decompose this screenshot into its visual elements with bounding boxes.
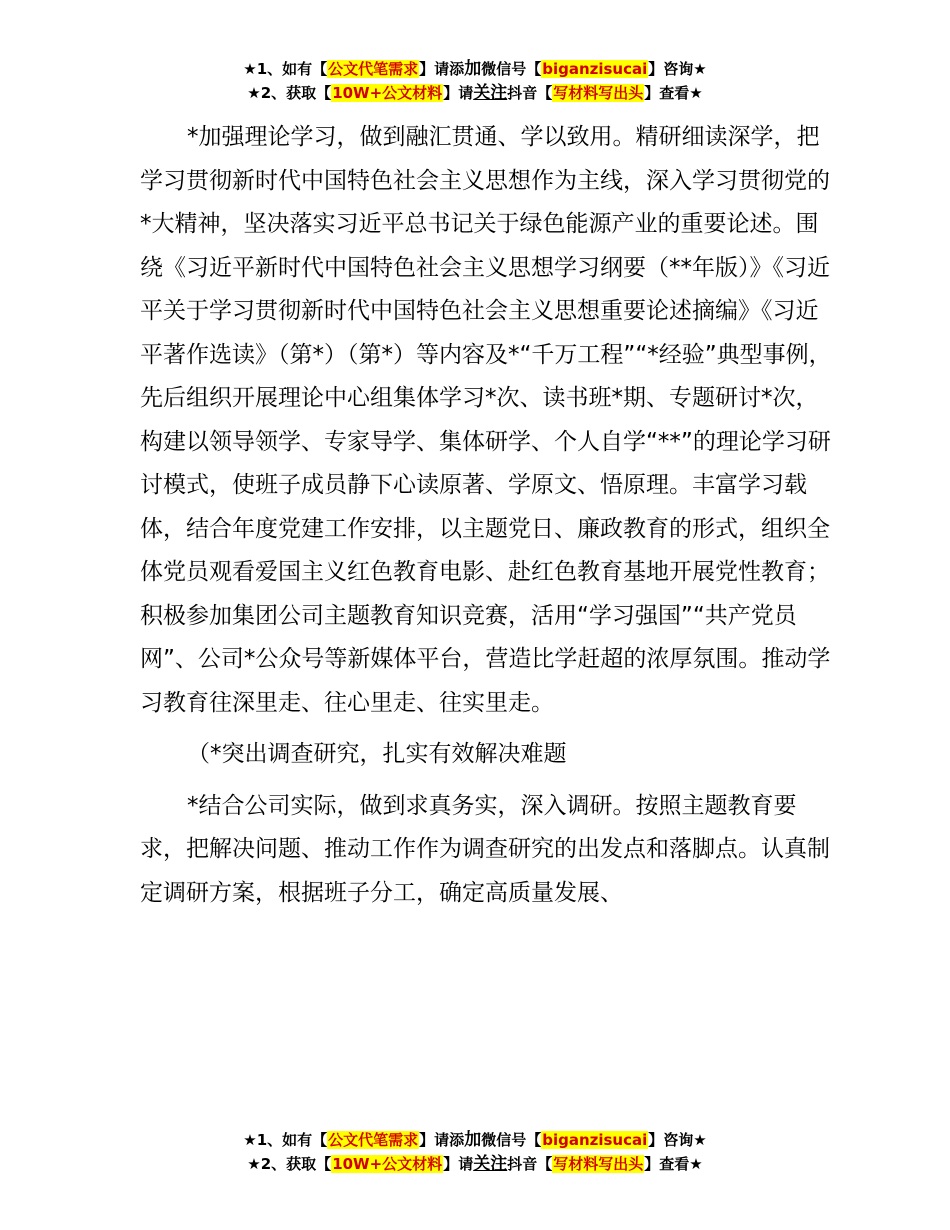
footer-line1-suffix: 】咨询★ xyxy=(648,1131,707,1149)
footer-line1-middle-c: 微信号【 xyxy=(481,1131,542,1149)
banner-line2-middle-a: 】请 xyxy=(443,84,474,102)
banner-line2-highlight-materials: 10W+公文材料 xyxy=(332,84,443,102)
banner-line1-prefix: ★1、如有【 xyxy=(243,60,328,78)
footer-line2-highlight-materials: 10W+公文材料 xyxy=(332,1155,443,1173)
footer-line-1 xyxy=(0,1128,950,1152)
footer-banner xyxy=(0,1128,950,1176)
banner-line1-suffix: 】咨询★ xyxy=(648,60,707,78)
section-heading-research: （*突出调查研究，扎实有效解决难题 xyxy=(187,741,567,767)
banner-line2-suffix: 】查看★ xyxy=(644,84,703,102)
footer-line1-middle-a: 】请添 xyxy=(419,1131,465,1149)
footer-line2-highlight-douyin: 写材料写出头 xyxy=(553,1155,644,1173)
banner-line2-middle-b: 关注 xyxy=(473,83,508,103)
footer-line2-suffix: 】查看★ xyxy=(644,1155,703,1173)
footer-line2-middle-b: 关注 xyxy=(473,1154,508,1174)
footer-line1-highlight-wechat: biganzisucai xyxy=(542,1131,648,1149)
paragraph-research: *结合公司实际，做到求真务实，深入调研。按照主题教育要求，把解决问题、推动工作作为调查研究的出发点和落脚点。认真制定调研方案，根据班子分工，确定高质量发展、 xyxy=(140,792,830,906)
footer-line1-middle-b: 加 xyxy=(464,1130,482,1150)
footer-line2-middle-a: 】请 xyxy=(443,1155,474,1173)
document-body xyxy=(140,116,840,915)
banner-line1-middle-a: 】请添 xyxy=(419,60,465,78)
paragraph-theory-study: *加强理论学习，做到融汇贯通、学以致用。精研细读深学，把学习贯彻新时代中国特色社会主义思想作为主线，深入学习贯彻党的*大精神，坚决落实习近平总书记关于绿色能源产业的重要论述。围绕《习近平新时代中国特色社会主义思想学习纲要（**年版）》《习近平关于学习贯彻新时代中国特色社会主义思想重要论述摘编》《习近平著作选读》（第*）（第*）等内容及*“千万工程”“*经验”典型事例，先后组织开展理论中心组集体学习*次、读书班*期、专题研讨*次，构建以领导领学、专家导学、集体研学、个人自学“**”的理论学习研讨模式，使班子成员静下心读原著、学原文、悟原理。丰富学习载体，结合年度党建工作安排，以主题党日、廉政教育的形式，组织全体党员观看爱国主义红色教育电影、赴红色教育基地开展党性教育；积极参加集团公司主题教育知识竞赛，活用“学习强国”“共产党员网”、公司*公众号等新媒体平台，营造比学赶超的浓厚氛围。推动学习教育往深里走、往心里走、往实里走。 xyxy=(140,124,832,716)
footer-line-2 xyxy=(0,1152,950,1176)
banner-line1-highlight-service: 公文代笔需求 xyxy=(328,60,419,78)
header-banner xyxy=(0,57,950,105)
footer-line1-prefix: ★1、如有【 xyxy=(243,1131,328,1149)
footer-line2-prefix: ★2、获取【 xyxy=(247,1155,332,1173)
footer-line1-highlight-service: 公文代笔需求 xyxy=(328,1131,419,1149)
banner-line-1 xyxy=(0,57,950,81)
banner-line1-middle-c: 微信号【 xyxy=(481,60,542,78)
banner-line2-highlight-douyin: 写材料写出头 xyxy=(553,84,644,102)
banner-line2-middle-c: 抖音【 xyxy=(507,84,553,102)
banner-line1-middle-b: 加 xyxy=(464,59,482,79)
banner-line1-highlight-wechat: biganzisucai xyxy=(542,60,648,78)
footer-line2-middle-c: 抖音【 xyxy=(507,1155,553,1173)
banner-line2-prefix: ★2、获取【 xyxy=(247,84,332,102)
banner-line-2 xyxy=(0,81,950,105)
